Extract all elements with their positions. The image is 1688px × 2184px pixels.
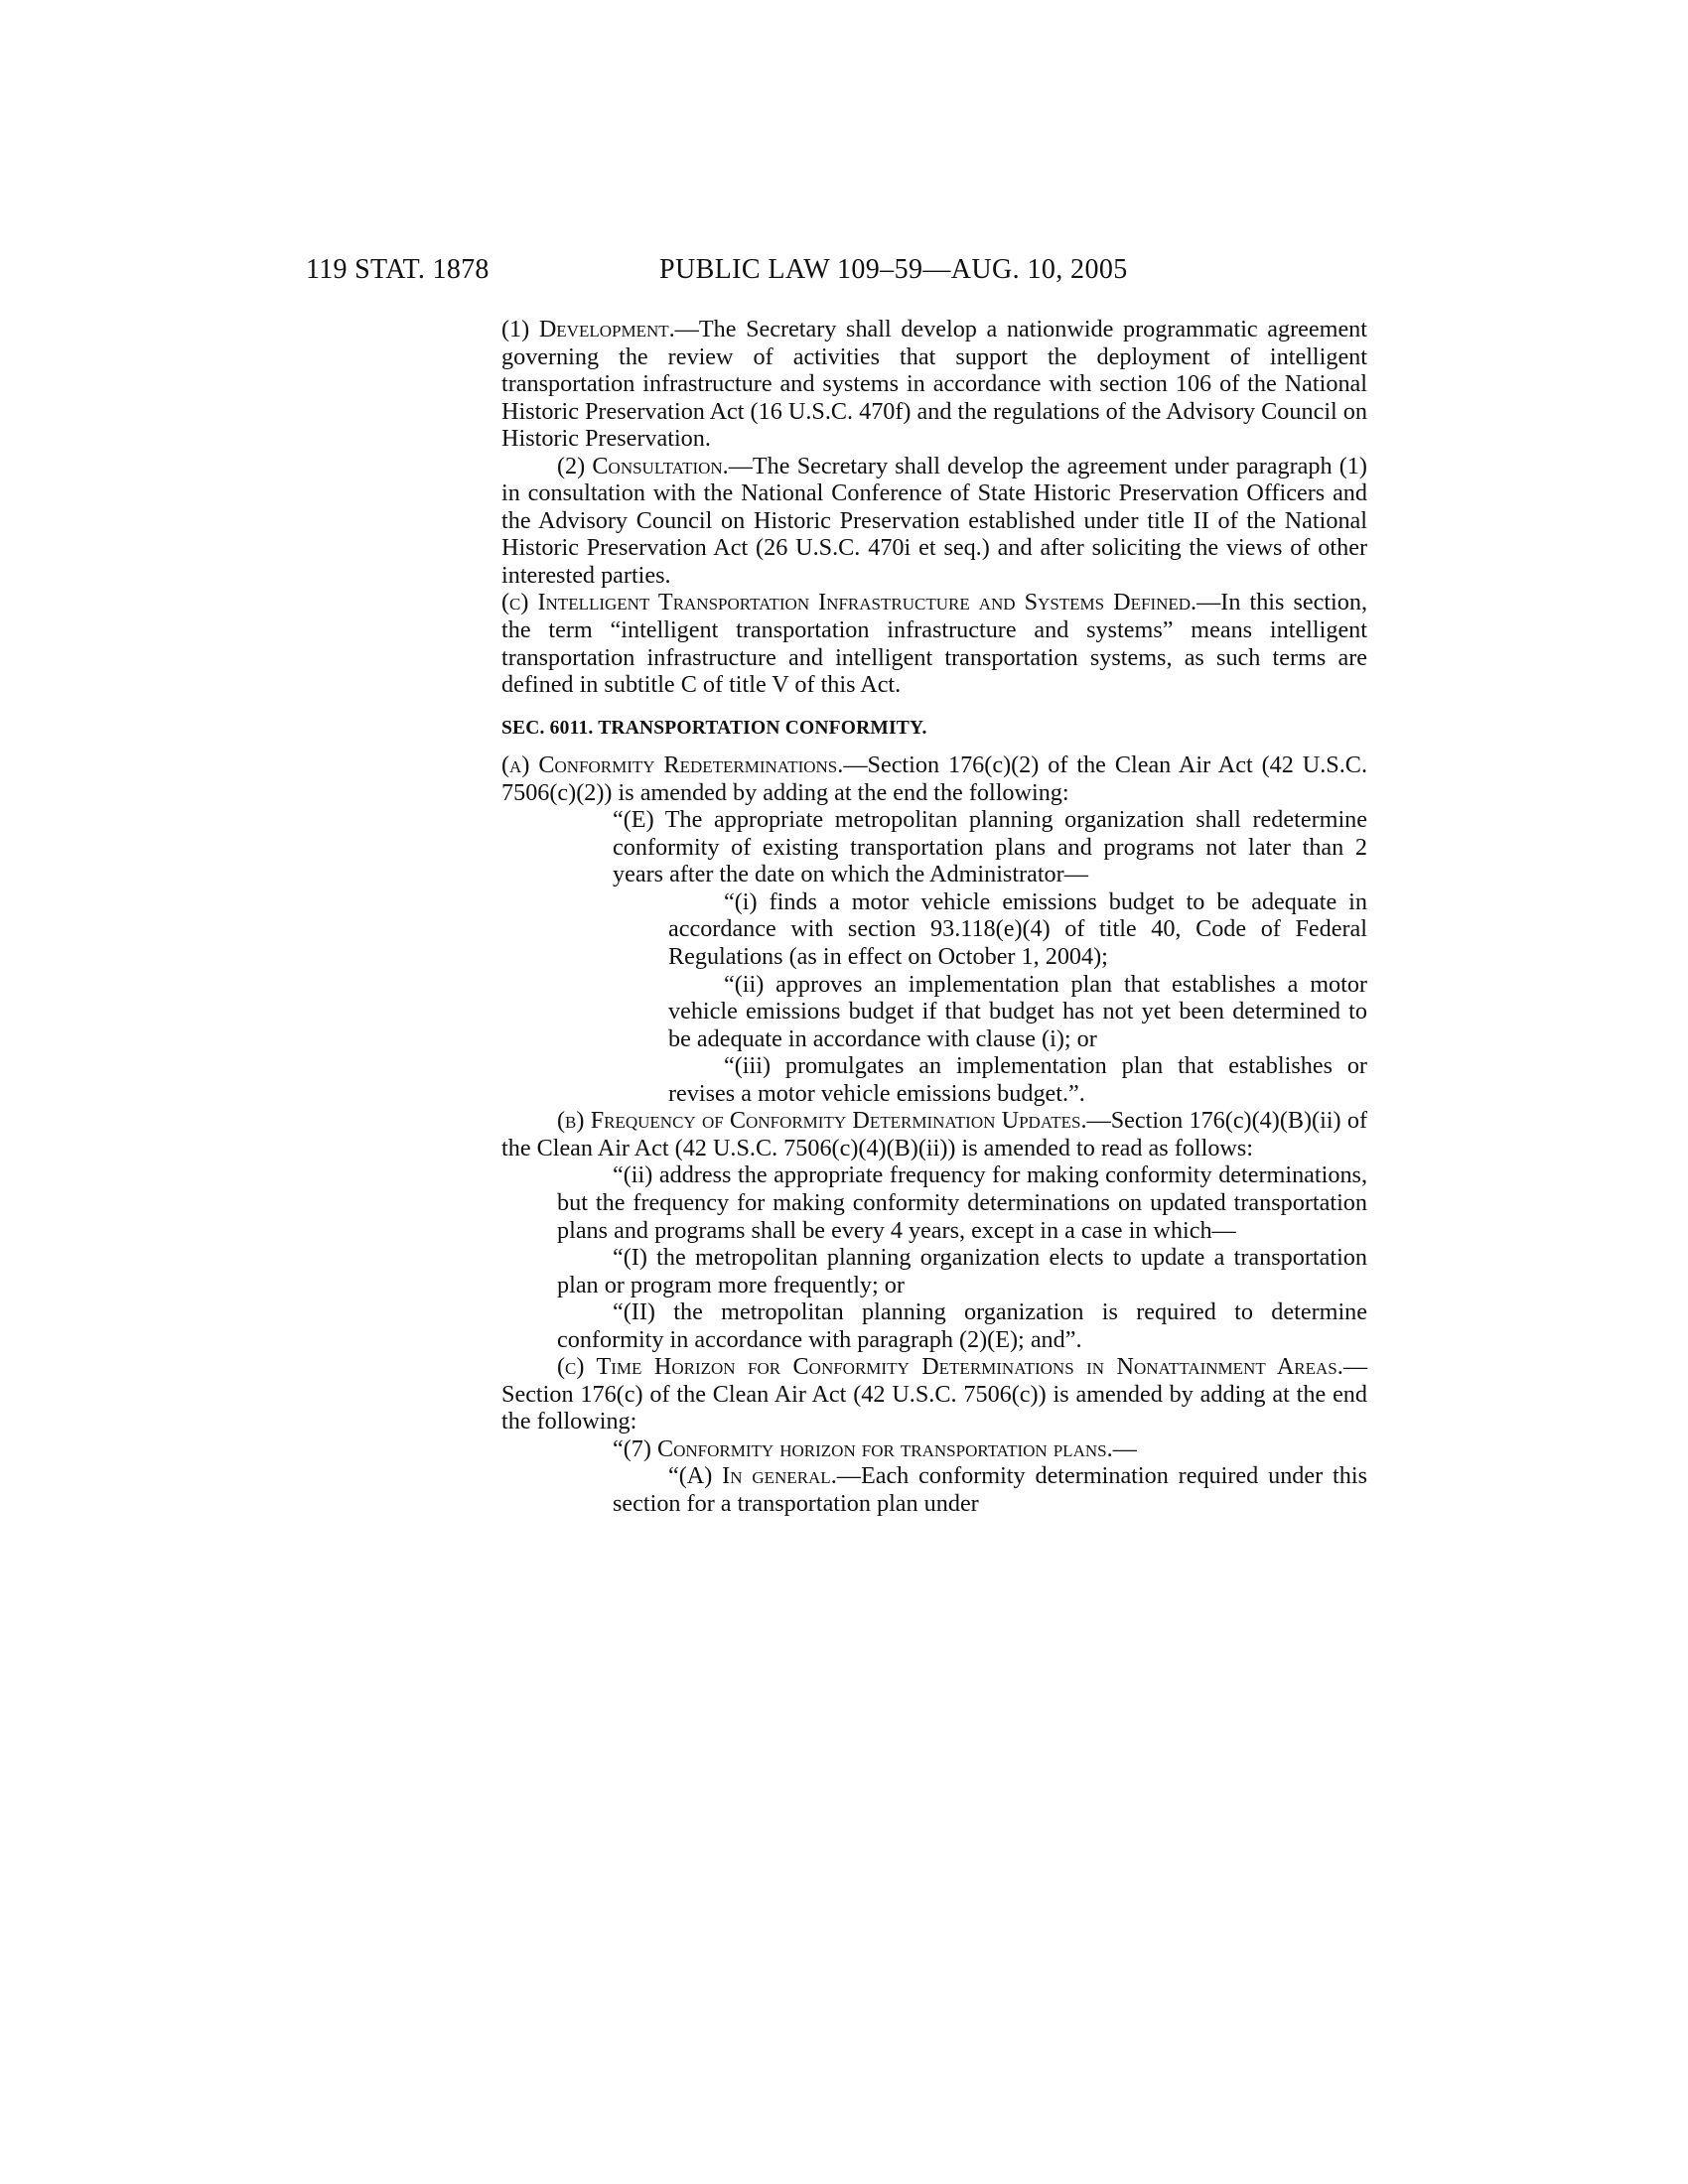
- statute-page-number: 119 STAT. 1878: [306, 254, 490, 285]
- clause-b-ii: “(ii) address the appropriate frequency for making conformity determinations, but the frequency for making conformity determinations on updated transportation plans and programs shall be every 4 years, except in a case in which—: [557, 1161, 1367, 1244]
- clause-I: “(I) the metropolitan planning organization elects to update a transportation plan or program more frequently; or: [557, 1244, 1367, 1298]
- subsection-b-frequency: [501, 1107, 1367, 1161]
- paragraph-text: —: [1112, 1434, 1137, 1462]
- clause-ii: “(ii) approves an implementation plan that establishes a motor vehicle emissions budget if that budget has not yet been determined to be adequate in accordance with clause (i); or: [668, 970, 1367, 1052]
- clause-II: “(II) the metropolitan planning organization is required to determine conformity in accordance with paragraph (2)(E); and”.: [557, 1298, 1367, 1353]
- paragraph-text: —Section 176(c)(4)(B)(ii) of the Clean Air Act (42 U.S.C. 7506(c)(4)(B)(ii)) is amended to read as follows:: [501, 1107, 1368, 1161]
- clause-i: “(i) finds a motor vehicle emissions budget to be adequate in accordance with section 93.118(e)(4) of title 40, Code of Federal Regulations (as in effect on October 1, 2004);: [668, 887, 1367, 971]
- paragraph-text: —Section 176(c)(2) of the Clean Air Act (42 U.S.C. 7506(c)(2)) is amended by adding at the end the following:: [501, 751, 1367, 806]
- page-header: [306, 250, 1370, 290]
- paragraph-text: —Each conformity determination required under this section for a transportation plan under: [613, 1462, 1368, 1517]
- subsection-c-definition: [501, 589, 1367, 698]
- paragraph-1-development: [501, 316, 1367, 453]
- paragraph-text: —In this section, the term “intelligent transportation infrastructure and systems” means intelligent transportation infrastructure and intelligent transportation systems, as such terms are defined in subtitle C of title V of this Act.: [501, 589, 1368, 699]
- document-body: [501, 316, 1367, 1518]
- paragraph-2-consultation: [501, 453, 1367, 590]
- paragraph-heading: (a) Conformity Redeterminations.: [501, 751, 844, 779]
- paragraph-7-conformity-horizon: [613, 1435, 1367, 1463]
- paragraph-heading: (c) Intelligent Transportation Infrastructure and Systems Defined.: [501, 589, 1197, 616]
- paragraph-heading: (c) Time Horizon for Conformity Determinations in Nonattainment Areas.: [557, 1353, 1343, 1381]
- subsection-a-conformity-redeterminations: [501, 751, 1367, 806]
- paragraph-heading: (1) Development.: [501, 316, 675, 342]
- clause-E: “(E) The appropriate metropolitan planning organization shall redetermine conformity of existing transportation plans and programs not later than 2 years after the date on which the Administrator—: [613, 806, 1367, 888]
- paragraph-text: —The Secretary shall develop a nationwide programmatic agreement governing the review of activities that support the deployment of intelligent transportation infrastructure and systems in accordance with section 106 of the National Historic Preservation Act (16 U.S.C. 470f) and the regulations of the Advisory Council on Historic Preservation.: [501, 316, 1367, 453]
- clause-iii: “(iii) promulgates an implementation plan that establishes or revises a motor vehicle emissions budget.”.: [668, 1052, 1367, 1107]
- paragraph-heading: (2) Consultation.: [557, 452, 729, 479]
- paragraph-text: —Section 176(c) of the Clean Air Act (42 U.S.C. 7506(c)) is amended by adding at the end the following:: [501, 1353, 1367, 1435]
- paragraph-heading: (b) Frequency of Conformity Determination Updates.: [557, 1107, 1087, 1135]
- public-law-title: PUBLIC LAW 109–59—AUG. 10, 2005: [659, 254, 1128, 285]
- paragraph-text: —The Secretary shall develop the agreement under paragraph (1) in consultation with the National Conference of State Historic Preservation Officers and the Advisory Council on Historic Preservation established under title II of the National Historic Preservation Act (26 U.S.C. 470i et seq.) and after soliciting the views of other interested parties.: [501, 452, 1367, 589]
- paragraph-heading: “(7) Conformity horizon for transportation plans.: [613, 1434, 1113, 1462]
- subsection-c-time-horizon: [501, 1353, 1367, 1435]
- paragraph-heading: “(A) In general.: [668, 1462, 837, 1490]
- section-heading: SEC. 6011. TRANSPORTATION CONFORMITY.: [501, 717, 927, 739]
- subparagraph-A-in-general: [613, 1462, 1367, 1517]
